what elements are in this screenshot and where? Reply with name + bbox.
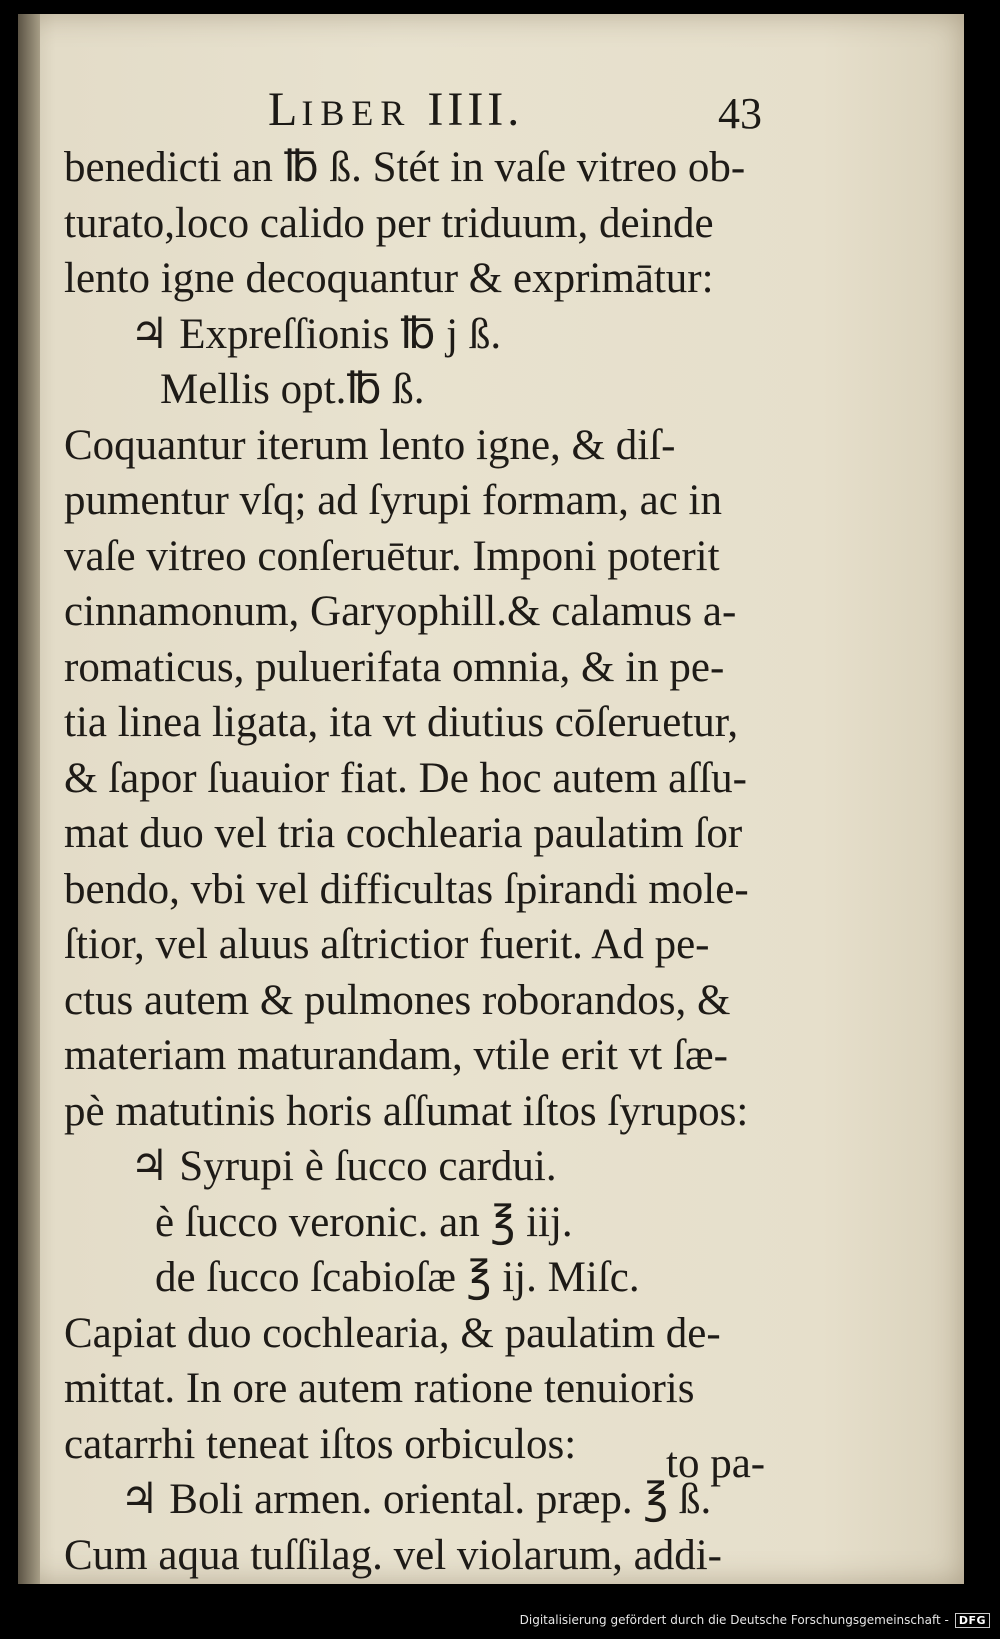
text-line: tia linea ligata, ita vt diutius cōſeruetur, xyxy=(64,699,739,746)
text-line: pumentur vſq; ad ſyrupi formam, ac in xyxy=(64,477,722,524)
text-line: ſtior, vel aluus aſtrictior fuerit. Ad pe- xyxy=(64,921,710,968)
page-number: 43 xyxy=(718,89,762,138)
running-head-numeral: IIII. xyxy=(411,83,524,136)
text-line: Mellis opt.℔ ß. xyxy=(160,366,425,413)
running-head-small: IBER xyxy=(301,93,412,133)
text-line: & ſapor ſuauior fiat. De hoc autem aſſu- xyxy=(64,754,747,802)
text-line: Coquantur iterum lento igne, & diſ- xyxy=(64,421,676,469)
text-line: ♃ Boli armen. oriental. præp. ℥ ß. xyxy=(120,1476,712,1523)
page-gutter xyxy=(18,14,40,1584)
book-page xyxy=(18,14,964,1584)
text-line: turato,loco calido per triduum, deinde xyxy=(64,199,714,247)
catchword: to pa- xyxy=(666,1440,766,1487)
text-line: catarrhi teneat iſtos orbiculos: xyxy=(64,1420,577,1468)
dfg-logo: DFG xyxy=(955,1613,990,1628)
digitization-credit: Digitalisierung gefördert durch die Deutsche Forschungsgemeinschaft - xyxy=(519,1613,949,1627)
body-text xyxy=(40,140,780,1583)
text-line: è ſucco veronic. an ℥ iij. xyxy=(155,1198,573,1246)
text-line: de ſucco ſcabioſæ ℥ ij. Miſc. xyxy=(155,1254,640,1301)
text-line: ctus autem & pulmones roborandos, & xyxy=(64,976,731,1024)
running-head xyxy=(268,82,523,137)
text-line: bendo, vbi vel difficultas ſpirandi mole- xyxy=(64,865,749,913)
text-line: cinnamonum, Garyophill.& calamus a- xyxy=(64,588,737,635)
text-line: lento igne decoquantur & exprimātur: xyxy=(64,255,714,302)
text-line: vaſe vitreo conſeruētur. Imponi poterit xyxy=(64,532,720,580)
text-line: Cum aqua tuſſilag. vel violarum, addi- xyxy=(64,1531,722,1579)
running-head-initial: L xyxy=(268,83,302,136)
text-line: mat duo vel tria cochlearia paulatim ſor xyxy=(64,810,743,857)
text-line: ♃ Expreſſionis ℔ j ß. xyxy=(130,310,502,358)
text-line: ♃ Syrupi è ſucco cardui. xyxy=(130,1143,557,1190)
page-header xyxy=(18,72,964,138)
text-line: mittat. In ore autem ratione tenuioris xyxy=(64,1365,695,1412)
footer xyxy=(520,1609,990,1631)
text-line: romaticus, puluerifata omnia, & in pe- xyxy=(64,643,725,691)
text-line: Capiat duo cochlearia, & paulatim de- xyxy=(64,1309,721,1357)
text-line: pè matutinis horis aſſumat iſtos ſyrupos: xyxy=(64,1087,749,1135)
text-line: materiam maturandam, vtile erit vt ſæ- xyxy=(64,1032,728,1079)
text-line: benedicti an ℔ ß. Stét in vaſe vitreo ob- xyxy=(64,144,746,191)
